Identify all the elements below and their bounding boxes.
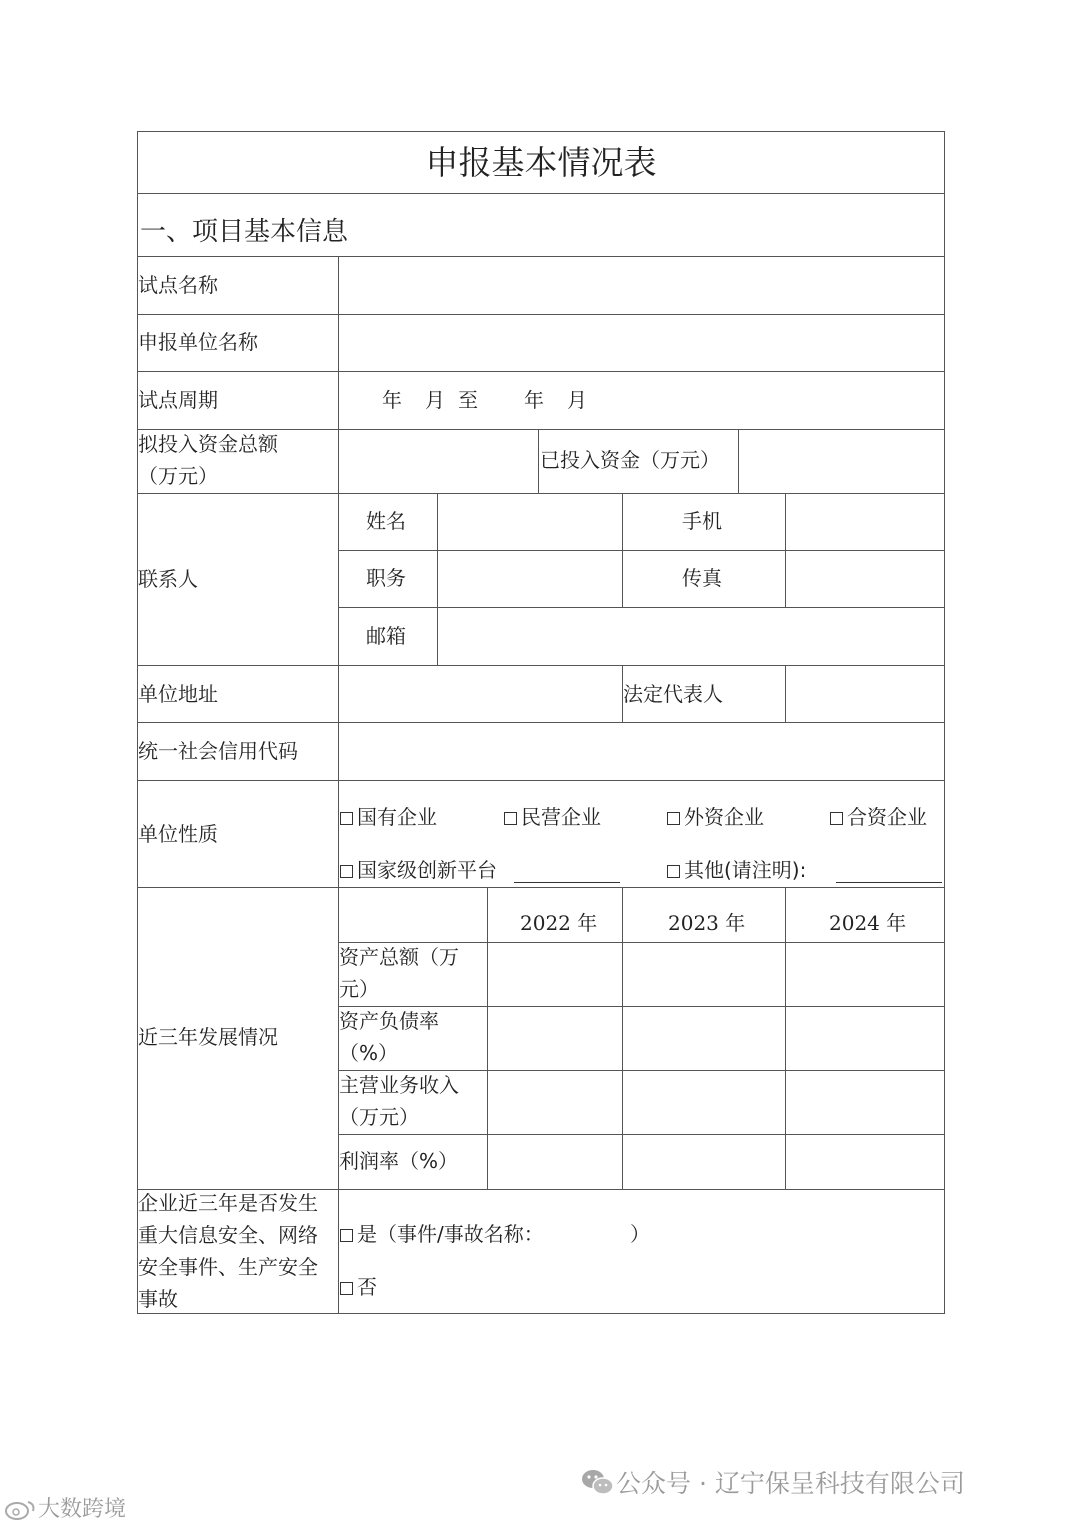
checkbox-icon	[340, 1282, 353, 1295]
right-watermark: 公众号 · 辽宁保呈科技有限公司	[580, 1464, 965, 1500]
label-contact-phone: 手机	[682, 509, 722, 533]
option-national-platform[interactable]: 国家级创新平台	[340, 854, 497, 886]
label-pilot-period: 试点周期	[138, 388, 218, 412]
period-month-2: 月	[567, 388, 587, 412]
period-year-1: 年	[382, 388, 402, 412]
period-year-2: 年	[524, 388, 544, 412]
period-month-1: 月	[425, 388, 445, 412]
label-planned-investment-2: （万元）	[138, 464, 218, 488]
checkbox-icon	[340, 812, 353, 825]
left-watermark: 大数跨境	[4, 1492, 126, 1523]
label-planned-investment-1: 拟投入资金总额	[138, 432, 278, 456]
checkbox-icon	[667, 812, 680, 825]
option-foreign[interactable]: 外资企业	[667, 801, 764, 833]
label-contact-fax: 传真	[682, 566, 722, 590]
checkbox-icon	[504, 812, 517, 825]
label-legal-rep: 法定代表人	[623, 682, 723, 706]
label-contact-name: 姓名	[366, 509, 406, 533]
wechat-icon	[580, 1467, 616, 1497]
checkbox-icon	[340, 1229, 353, 1242]
option-private[interactable]: 民营企业	[504, 801, 601, 833]
checkbox-icon	[340, 865, 353, 878]
label-incident-q-3: 安全事件、生产安全	[138, 1255, 318, 1279]
label-pilot-name: 试点名称	[138, 273, 218, 297]
weibo-icon	[4, 1498, 38, 1520]
metric-revenue-2: （万元）	[339, 1105, 419, 1129]
label-invested: 已投入资金（万元）	[540, 448, 720, 472]
period-to: 至	[458, 388, 478, 412]
metric-debt-2: （%）	[339, 1041, 399, 1065]
label-contact: 联系人	[138, 567, 198, 591]
metric-profit: 利润率（%）	[339, 1149, 459, 1173]
label-credit-code: 统一社会信用代码	[138, 739, 298, 763]
metric-assets-2: 元）	[339, 977, 379, 1001]
form-title: 申报基本情况表	[425, 143, 657, 182]
year-2024: 2024 年	[829, 911, 907, 935]
section-heading: 一、项目基本信息	[140, 217, 349, 247]
year-2022: 2022 年	[520, 911, 598, 935]
label-applicant-name: 申报单位名称	[138, 330, 258, 354]
label-contact-email: 邮箱	[366, 624, 406, 648]
label-address: 单位地址	[138, 682, 218, 706]
option-state-owned[interactable]: 国有企业	[340, 801, 437, 833]
option-joint-venture[interactable]: 合资企业	[830, 801, 927, 833]
label-incident-q-2: 重大信息安全、网络	[138, 1223, 318, 1247]
label-contact-title: 职务	[366, 566, 406, 590]
label-incident-q-4: 事故	[138, 1287, 178, 1311]
label-nature: 单位性质	[138, 822, 218, 846]
label-incident-q-1: 企业近三年是否发生	[138, 1191, 318, 1215]
option-incident-no[interactable]: 否	[340, 1271, 377, 1303]
option-incident-yes[interactable]: 是（事件/事故名称：	[340, 1218, 544, 1250]
metric-debt-1: 资产负债率	[339, 1009, 439, 1033]
metric-assets-1: 资产总额（万	[339, 945, 459, 969]
incident-yes-close: ）	[630, 1222, 650, 1246]
underline-national-platform	[514, 882, 620, 883]
metric-revenue-1: 主营业务收入	[339, 1073, 459, 1097]
year-2023: 2023 年	[668, 911, 746, 935]
underline-other	[836, 882, 942, 883]
checkbox-icon	[830, 812, 843, 825]
label-development: 近三年发展情况	[138, 1025, 278, 1049]
checkbox-icon	[667, 865, 680, 878]
option-other[interactable]: 其他(请注明):	[667, 854, 806, 886]
